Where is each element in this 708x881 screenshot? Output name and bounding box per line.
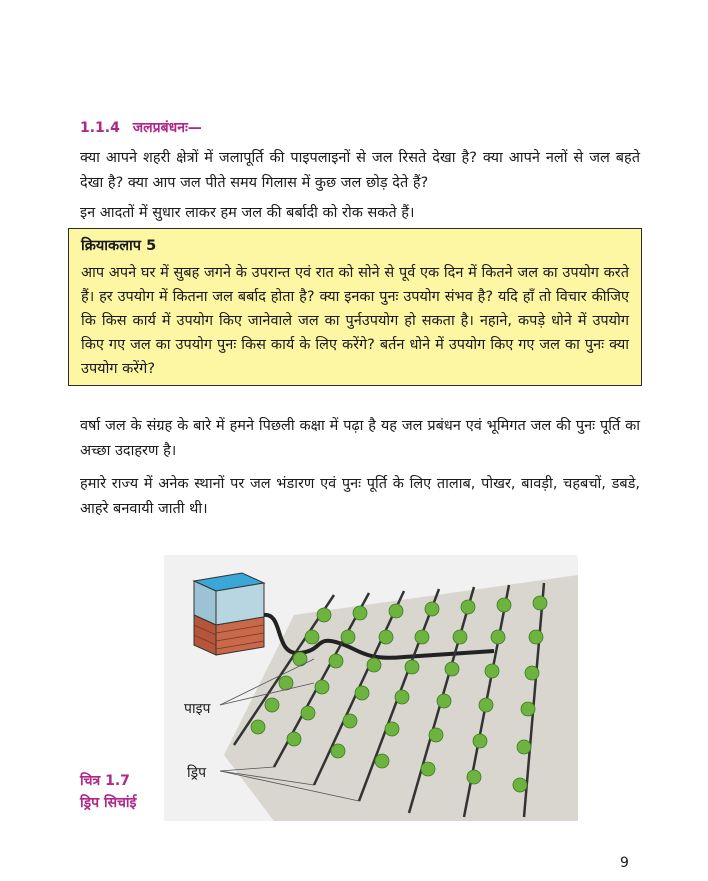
paragraph-3: वर्षा जल के संग्रह के बारे में हमने पिछली कक्षा में पढ़ा है यह जल प्रबंधन एवं भूमिगत जल की पुनः पूर्ति का अच्छा उदाहरण है।	[80, 418, 640, 459]
water-tank	[194, 573, 264, 655]
paragraph-4: हमारे राज्य में अनेक स्थानों पर जल भंडारण एवं पुनः पूर्ति के लिए तालाब, पोखर, बावड़ी, चहबचों, डबडे, आहरे बनवायी जाती थी।	[80, 476, 640, 517]
figure-title: ड्रिप सिचांई	[80, 795, 137, 811]
paragraph-1: क्या आपने शहरी क्षेत्रों में जलापूर्ति की पाइपलाइनों से जल रिसते देखा है? क्या आपने नलों से जल बहते देखा है? क्या आप जल पीते समय गिलास में कुछ जल छोड़ देते हैं?	[80, 150, 640, 191]
activity-box	[68, 228, 642, 386]
activity-title: क्रियाकलाप 5	[81, 238, 157, 254]
section-title: जलप्रबंधनः—	[132, 120, 202, 136]
section-number: 1.1.4	[80, 120, 120, 136]
drip-irrigation-drawing	[164, 555, 578, 821]
figure-number: चित्र 1.7	[80, 773, 130, 789]
figure-caption	[80, 770, 136, 814]
drip-label: ड्रिप	[187, 765, 207, 781]
paragraph-2: इन आदतों में सुधार लाकर हम जल की बर्बादी को रोक सकते हैं।	[80, 205, 415, 221]
section-heading	[80, 118, 202, 137]
drip-irrigation-illustration	[164, 555, 578, 821]
pipe-label: पाइप	[184, 701, 211, 717]
activity-text: आप अपने घर में सुबह जगने के उपरान्त एवं रात को सोने से पूर्व एक दिन में कितने जल का उपयोग करते हैं। हर उपयोग में कितना जल बर्बाद होता है? क्या इनका पुनः उपयोग संभव है? यदि हाँ तो विचार कीजिए कि किस कार्य में उपयोग किए जानेवाले जल का पुर्नउपयोग हो सकता है। नहाने, कपड़े धोने में उपयोग किए गए जल का उपयोग पुनः किस कार्य के लिए करेंगे? बर्तन धोने में उपयोग किए गए जल का पुनः क्या उपयोग करेंगे?	[81, 265, 629, 377]
page-number: 9	[620, 855, 629, 871]
